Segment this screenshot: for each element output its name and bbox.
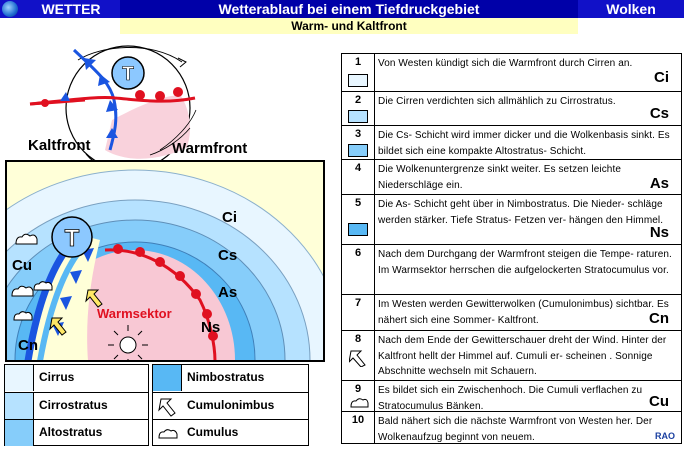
step-number: 4 bbox=[354, 162, 362, 174]
step-text: Die Wolkenuntergrenze sinkt weiter. Es setzen leichte Niederschläge ein. bbox=[378, 164, 622, 191]
step-abbr: Cn bbox=[649, 310, 669, 327]
legend-left bbox=[4, 364, 149, 446]
step-text: Die As- Schicht geht über in Nimbostratus. Die Nieder- schläge werden stärker. Tiefe Stratus- Fetzen ver- hängen den Himmel. bbox=[378, 199, 664, 226]
cumulus-icon bbox=[153, 420, 181, 446]
legend-label: Cirrostratus bbox=[39, 398, 108, 412]
page-title: Wetterablauf bei einem Tiefdruckgebiet bbox=[120, 0, 578, 18]
label-cn: Cn bbox=[18, 337, 38, 354]
swatch-cirrus bbox=[5, 365, 34, 391]
step-number: 10 bbox=[351, 414, 365, 426]
step-swatch bbox=[348, 223, 368, 236]
step-abbr: As bbox=[649, 175, 669, 192]
step-swatch bbox=[348, 74, 368, 87]
cumulus-icon bbox=[349, 397, 369, 409]
step-text: Die Cs- Schicht wird immer dicker und die Wolkenbasis sinkt. Es bildet sich eine kompakte Altostratus- Schicht. bbox=[378, 130, 670, 157]
swatch-cirrostratus bbox=[5, 393, 34, 419]
tab-wetter[interactable]: WETTER bbox=[41, 1, 101, 17]
step-number: 2 bbox=[354, 94, 362, 106]
label-kaltfront: Kaltfront bbox=[28, 137, 91, 154]
step-swatch bbox=[348, 144, 368, 157]
step-row bbox=[342, 294, 681, 330]
step-text: Die Cirren verdichten sich allmählich zu Cirrostratus. bbox=[378, 96, 616, 107]
label-warmfront: Warmfront bbox=[172, 140, 248, 157]
step-number: 1 bbox=[354, 56, 362, 68]
legend-item-cumulus bbox=[153, 419, 308, 446]
legend-label: Nimbostratus bbox=[187, 370, 265, 384]
label-ns: Ns bbox=[201, 319, 221, 336]
step-row bbox=[342, 91, 681, 125]
step-text: Von Westen kündigt sich die Warmfront durch Cirren an. bbox=[378, 58, 633, 69]
label-warmsektor: Warmsektor bbox=[97, 306, 172, 321]
step-text: Bald nähert sich die nächste Warmfront von Westen her. Der Wolkenaufzug beginnt von neuem. bbox=[378, 416, 653, 443]
step-row bbox=[342, 125, 681, 159]
step-number: 9 bbox=[354, 383, 362, 395]
legend-mid bbox=[152, 364, 309, 446]
step-row bbox=[342, 330, 681, 380]
step-number: 3 bbox=[354, 128, 362, 140]
step-row bbox=[342, 54, 681, 91]
step-row bbox=[342, 380, 681, 411]
credit-label: RAO bbox=[655, 431, 675, 441]
legend-label: Altostratus bbox=[39, 425, 103, 439]
steps-table bbox=[341, 53, 682, 444]
legend-label: Cirrus bbox=[39, 370, 75, 384]
swatch-nimbostratus bbox=[153, 365, 182, 391]
legend-item-cumulonimbus bbox=[153, 392, 308, 419]
step-abbr: Ci bbox=[654, 69, 669, 86]
legend-item-cirrostratus bbox=[5, 392, 148, 419]
step-row bbox=[342, 244, 681, 294]
legend-item-altostratus bbox=[5, 419, 148, 446]
step-number: 7 bbox=[354, 297, 362, 309]
tab-wolken[interactable]: Wolken bbox=[606, 1, 656, 17]
swatch-altostratus bbox=[5, 420, 34, 446]
legend-item-nimbostratus bbox=[153, 365, 308, 391]
legend-item-cirrus bbox=[5, 365, 148, 391]
label-ci: Ci bbox=[222, 209, 237, 226]
step-row bbox=[342, 194, 681, 244]
step-text: Nach dem Durchgang der Warmfront steigen die Tempe- raturen. Im Warmsektor herrschen die aufgelockerten Stratocumulus vor. bbox=[378, 249, 672, 276]
low-symbol-small: T bbox=[122, 64, 134, 85]
step-abbr: Ns bbox=[649, 224, 669, 241]
step-row bbox=[342, 159, 681, 194]
cumulonimbus-icon bbox=[349, 349, 367, 367]
legend-label: Cumulonimbus bbox=[187, 398, 275, 412]
step-number: 6 bbox=[354, 247, 362, 259]
label-as: As bbox=[218, 284, 238, 301]
step-text: Es bildet sich ein Zwischenhoch. Die Cumuli verflachen zu Stratocumulus Bänken. bbox=[378, 385, 643, 412]
step-number: 5 bbox=[354, 197, 362, 209]
step-row bbox=[342, 411, 681, 443]
cumulonimbus-icon bbox=[153, 393, 181, 419]
step-number: 8 bbox=[354, 333, 362, 345]
step-swatch bbox=[348, 110, 368, 123]
label-cu: Cu bbox=[12, 257, 32, 274]
step-abbr: Cs bbox=[649, 105, 669, 122]
front-diagram bbox=[0, 0, 340, 364]
low-symbol-main: T bbox=[64, 225, 80, 252]
step-text: Im Westen werden Gewitterwolken (Cumulonimbus) sichtbar. Es nähert sich eine Sommer- Kaltfront. bbox=[378, 299, 669, 326]
step-abbr: Cu bbox=[649, 393, 669, 410]
legend-label: Cumulus bbox=[187, 425, 239, 439]
label-cs: Cs bbox=[218, 247, 238, 264]
page-subtitle: Warm- und Kaltfront bbox=[120, 18, 578, 34]
step-text: Nach dem Ende der Gewitterschauer dreht der Wind. Hinter der Kaltfront hellt der Himmel auf. Cumuli er- scheinen . Sonnige Abschnitte wechseln mit Schauern. bbox=[378, 335, 667, 377]
